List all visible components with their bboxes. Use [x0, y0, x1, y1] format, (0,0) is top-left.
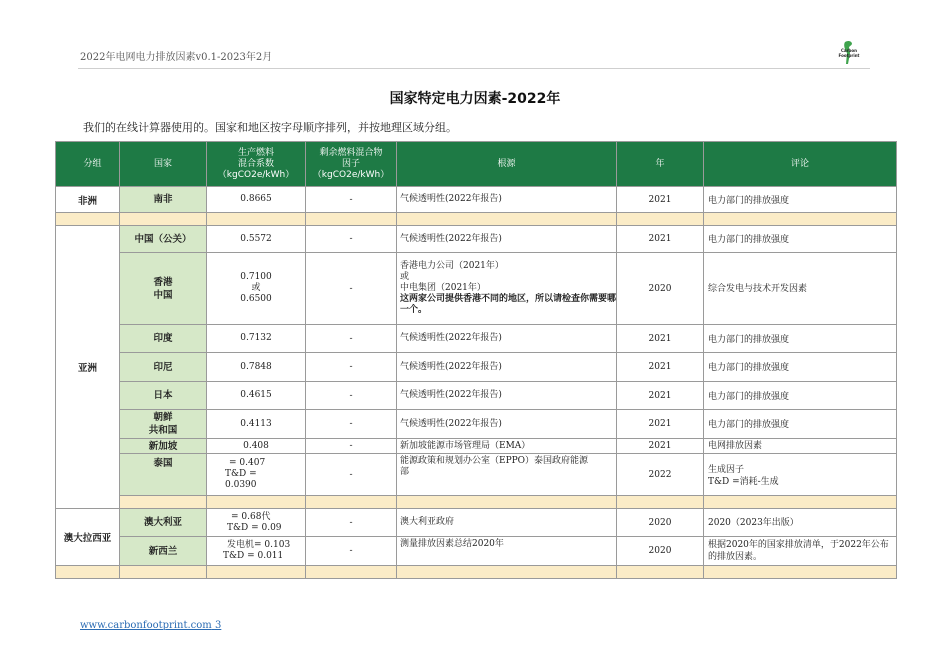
country-cell: 澳大利亚 — [120, 509, 207, 537]
gen-value-line2: T&D = 0.011 — [223, 551, 284, 561]
gen-factor-cell: 0.4615 — [207, 382, 306, 410]
gen-value-line2: T&D = 0.09 — [227, 522, 282, 533]
comment-cell: 电力部门的排放强度 — [704, 353, 897, 382]
gen-factor-cell — [207, 509, 306, 537]
year-cell: 2020 — [617, 537, 704, 566]
gen-factor-cell: 0.7132 — [207, 325, 306, 353]
table-row — [56, 187, 897, 213]
col-header-residual-factor — [306, 142, 397, 187]
emission-factor-table — [55, 141, 897, 579]
source-cell: 能源政策和规划办公室（EPPO）泰国政府能源部 — [397, 454, 617, 496]
col-header-generation-factor — [207, 142, 306, 187]
gen-factor-cell — [207, 253, 306, 325]
footer-page-number: 3 — [214, 620, 222, 631]
res-factor-cell: - — [306, 253, 397, 325]
table-row — [56, 226, 897, 253]
source-cell: 气候透明性(2022年报告) — [397, 353, 617, 382]
comment-cell: 2020（2023年出版） — [704, 509, 897, 537]
group-cell-africa: 非洲 — [56, 187, 120, 213]
source-cell: 气候透明性(2022年报告) — [397, 410, 617, 439]
col-header-comment: 评论 — [704, 142, 897, 187]
country-name-line2: 共和国 — [148, 425, 178, 436]
header-divider — [78, 68, 870, 69]
group-cell-australasia: 澳大拉西亚 — [56, 509, 120, 566]
logo-text-line1: Carbon — [840, 48, 858, 53]
country-cell: 中国（公关） — [120, 226, 207, 253]
col-header-gen-line2: 混合系数 — [237, 158, 274, 169]
year-cell: 2020 — [617, 509, 704, 537]
col-header-country: 国家 — [120, 142, 207, 187]
year-cell: 2021 — [617, 353, 704, 382]
col-header-res-line3: （kgCO2e/kWh） — [312, 169, 390, 180]
country-cell: 日本 — [120, 382, 207, 410]
country-cell: 泰国 — [120, 454, 207, 496]
table-row — [56, 454, 897, 496]
source-cell: 气候透明性(2022年报告) — [397, 325, 617, 353]
page-title: 国家特定电力因素-2022年 — [389, 91, 561, 107]
source-cell: 新加坡能源市场管理局（EMA） — [397, 439, 617, 454]
gen-value-line1: = 0.68代 — [231, 511, 271, 522]
table-header-row — [56, 142, 897, 187]
gen-factor-cell: 0.408 — [207, 439, 306, 454]
comment-cell: 电网排放因素 — [704, 439, 897, 454]
comment-cell: 电力部门的排放强度 — [704, 382, 897, 410]
intro-paragraph: 我们的在线计算器使用的。国家和地区按字母顺序排列，并按地理区域分组。 — [83, 121, 457, 134]
gen-value-line1: = 0.407 — [229, 458, 266, 468]
gen-value-line1: 0.7100 — [240, 272, 272, 282]
comment-cell: 根据2020年的国家排放清单，于2022年公布的排放因素。 — [704, 537, 897, 566]
source-cell: 气候透明性(2022年报告) — [397, 382, 617, 410]
table-row — [56, 537, 897, 566]
gen-factor-cell: 0.4113 — [207, 410, 306, 439]
res-factor-cell: - — [306, 410, 397, 439]
country-name-line2: 中国 — [153, 289, 173, 301]
source-cell: 气候透明性(2022年报告) — [397, 226, 617, 253]
spacer-row — [56, 496, 897, 509]
year-cell: 2021 — [617, 439, 704, 454]
res-factor-cell: - — [306, 454, 397, 496]
col-header-gen-line3: （kgCO2e/kWh） — [217, 169, 295, 180]
source-cell: 澳大利亚政府 — [397, 509, 617, 537]
document-header-title: 2022年电网电力排放因素v0.1-2023年2月 — [80, 52, 273, 63]
footer-website-link[interactable] — [80, 620, 221, 631]
gen-factor-cell — [207, 537, 306, 566]
year-cell: 2020 — [617, 253, 704, 325]
gen-value-line2: T&D = — [225, 469, 257, 479]
table-row — [56, 410, 897, 439]
spacer-row — [56, 566, 897, 579]
logo-text-line2: Footprint — [838, 53, 860, 58]
source-line3: 中电集团（2021年） — [400, 283, 486, 293]
source-line1: 香港电力公司（2021年） — [400, 261, 504, 271]
source-line2: 或 — [400, 272, 410, 282]
year-cell: 2022 — [617, 454, 704, 496]
col-header-res-line1: 剩余燃料混合物 — [319, 147, 383, 158]
res-factor-cell: - — [306, 439, 397, 454]
table-row — [56, 353, 897, 382]
gen-value-line2: 或 — [251, 283, 261, 293]
gen-factor-cell: 0.5572 — [207, 226, 306, 253]
table-row — [56, 439, 897, 454]
col-header-group: 分组 — [56, 142, 120, 187]
country-cell: 印尼 — [120, 353, 207, 382]
comment-cell — [704, 454, 897, 496]
res-factor-cell: - — [306, 325, 397, 353]
year-cell: 2021 — [617, 325, 704, 353]
col-header-res-line2: 因子 — [341, 158, 360, 169]
table-row — [56, 325, 897, 353]
comment-line2: T&D =消耗-生成 — [708, 476, 779, 487]
gen-factor-cell — [207, 454, 306, 496]
col-header-source: 根源 — [397, 142, 617, 187]
source-cell — [397, 253, 617, 325]
gen-factor-cell: 0.8665 — [207, 187, 306, 213]
gen-value-line3: 0.0390 — [225, 480, 257, 490]
spacer-row — [56, 213, 897, 226]
table-row — [56, 509, 897, 537]
gen-value-line3: 0.6500 — [240, 294, 272, 304]
year-cell: 2021 — [617, 226, 704, 253]
table-row — [56, 253, 897, 325]
country-cell: 印度 — [120, 325, 207, 353]
footer-link-text[interactable]: www.carbonfootprint.com — [80, 620, 212, 631]
country-cell — [120, 410, 207, 439]
year-cell: 2021 — [617, 382, 704, 410]
comment-cell: 电力部门的排放强度 — [704, 187, 897, 213]
country-cell: 南非 — [120, 187, 207, 213]
res-factor-cell: - — [306, 537, 397, 566]
comment-cell: 电力部门的排放强度 — [704, 226, 897, 253]
country-name-line1: 朝鲜 — [153, 412, 173, 423]
year-cell: 2021 — [617, 187, 704, 213]
res-factor-cell: - — [306, 226, 397, 253]
table-row — [56, 382, 897, 410]
country-cell — [120, 253, 207, 325]
comment-cell: 电力部门的排放强度 — [704, 325, 897, 353]
res-factor-cell: - — [306, 382, 397, 410]
comment-line1: 生成因子 — [708, 464, 745, 475]
country-name-line1: 香港 — [153, 276, 173, 288]
col-header-year: 年 — [617, 142, 704, 187]
res-factor-cell: - — [306, 187, 397, 213]
country-cell: 新西兰 — [120, 537, 207, 566]
source-cell: 测量排放因素总结2020年 — [397, 537, 617, 566]
col-header-gen-line1: 生产燃料 — [237, 147, 274, 158]
comment-cell: 综合发电与技术开发因素 — [704, 253, 897, 325]
comment-cell: 电力部门的排放强度 — [704, 410, 897, 439]
country-cell: 新加坡 — [120, 439, 207, 454]
gen-value-line1: 发电机= 0.103 — [227, 540, 291, 550]
carbon-footprint-logo-icon — [834, 40, 864, 66]
year-cell: 2021 — [617, 410, 704, 439]
source-cell: 气候透明性(2022年报告) — [397, 187, 617, 213]
group-cell-asia: 亚洲 — [56, 226, 120, 509]
source-note: 这两家公司提供香港不同的地区，所以请检查你需要哪一个。 — [400, 294, 617, 315]
res-factor-cell: - — [306, 353, 397, 382]
res-factor-cell: - — [306, 509, 397, 537]
gen-factor-cell: 0.7848 — [207, 353, 306, 382]
